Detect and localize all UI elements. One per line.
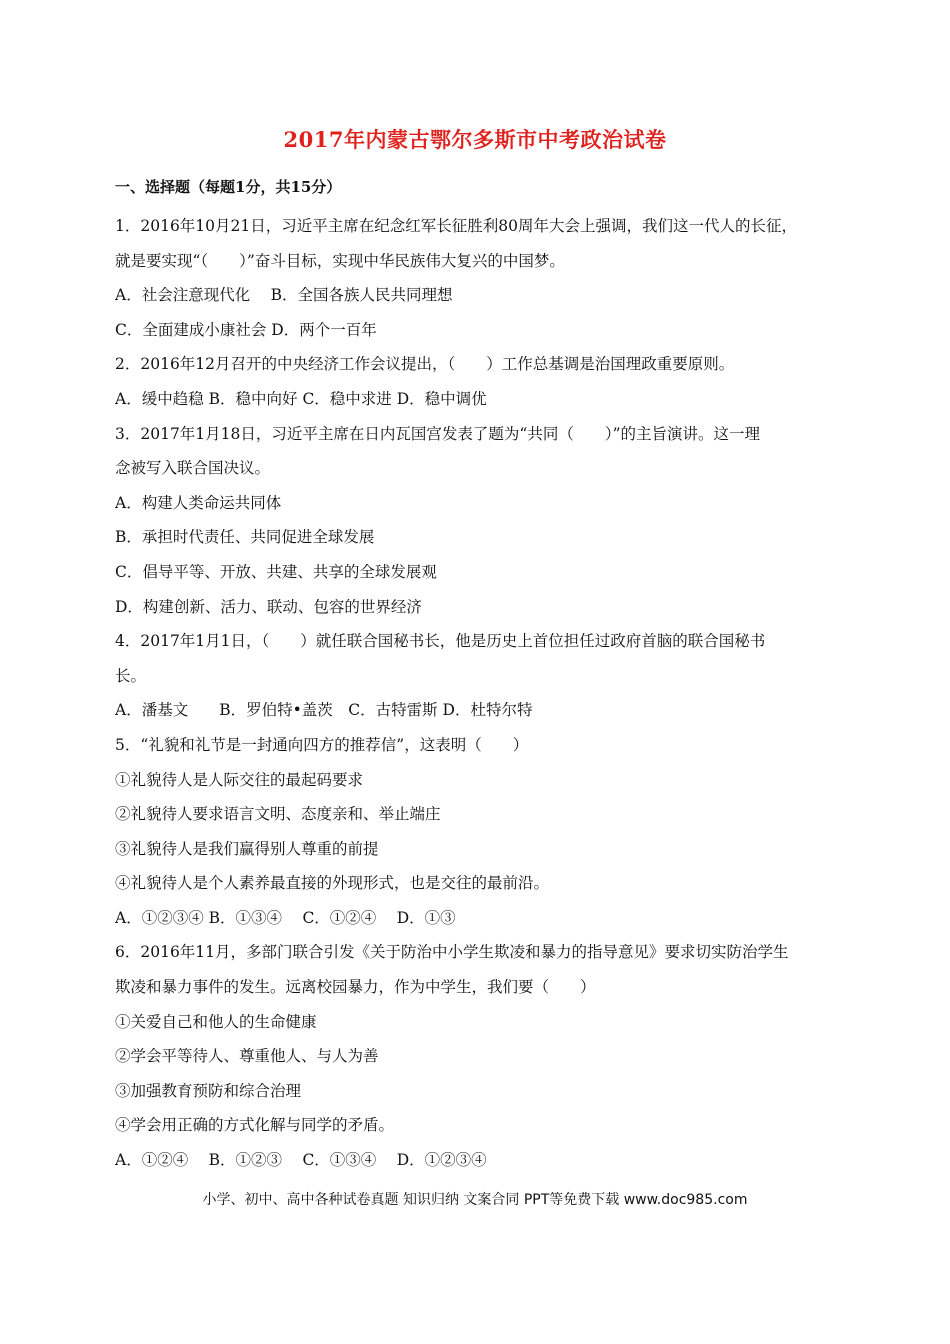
text-line: A．潘基文 B．罗伯特•盖茨 C．古特雷斯 D．杜特尔特 [115,701,533,720]
text-line: D．构建创新、活力、联动、包容的世界经济 [115,597,422,616]
section-heading: 一、选择题（每题1分，共15分） [115,178,342,196]
text-line: ③加强教育预防和综合治理 [115,1081,302,1100]
text-line: 3．2017年1月18日，习近平主席在日内瓦国宫发表了题为“共同（ ）”的主旨演讲。这一理 [115,424,760,443]
text-line: C．全面建成小康社会 D．两个一百年 [115,320,377,339]
text-line: A．①②③④ B．①③④ C．①②④ D．①③ [115,908,456,927]
text-line: 2．2016年12月召开的中央经济工作会议提出，（ ）工作总基调是治国理政重要原则。 [115,355,735,374]
text-line: ①关爱自己和他人的生命健康 [115,1012,317,1031]
text-line: A．①②④ B．①②③ C．①③④ D．①②③④ [115,1151,487,1170]
text-line: 念被写入联合国决议。 [115,459,271,478]
text-line: ③礼貌待人是我们赢得别人尊重的前提 [115,839,379,858]
text-line: C．倡导平等、开放、共建、共享的全球发展观 [115,562,437,581]
text-line: A．构建人类命运共同体 [115,493,282,512]
text-line: 5．“礼貌和礼节是一封通向四方的推荐信”，这表明（ ） [115,735,529,754]
text-line: 就是要实现“（ ）”奋斗目标，实现中华民族伟大复兴的中国梦。 [115,251,565,270]
text-line: A．缓中趋稳 B．稳中向好 C．稳中求进 D．稳中调优 [115,389,487,408]
text-line: 1．2016年10月21日，习近平主席在纪念红军长征胜利80周年大会上强调，我们这一代人的长征， [115,217,797,235]
page-footer: 小学、初中、高中各种试卷真题 知识归纳 文案合同 PPT等免费下载 www.doc985.com [202,1192,748,1208]
text-line: A．社会注意现代化 B．全国各族人民共同理想 [115,286,453,305]
text-line: 4．2017年1月1日，（ ）就任联合国秘书长，他是历史上首位担任过政府首脑的联合国秘书 [115,632,766,651]
text-line: ④学会用正确的方式化解与同学的矛盾。 [115,1116,395,1135]
text-line: 6．2016年11月，多部门联合引发《关于防治中小学生欺凌和暴力的指导意见》要求切实防治学生 [115,943,789,962]
text-line: ②学会平等待人、尊重他人、与人为善 [115,1047,379,1066]
page-title: 2017年内蒙古鄂尔多斯市中考政治试卷 [283,127,667,152]
text-line: ④礼貌待人是个人素养最直接的外现形式，也是交往的最前沿。 [115,874,550,893]
text-line: ②礼貌待人要求语言文明、态度亲和、举止端庄 [115,805,441,824]
question-body [115,209,845,1178]
text-line: B．承担时代责任、共同促进全球发展 [115,528,375,547]
text-line: ①礼貌待人是人际交往的最起码要求 [115,770,364,789]
text-line: 长。 [115,666,147,685]
text-line: 欺凌和暴力事件的发生。远离校园暴力，作为中学生，我们要（ ） [115,978,596,997]
